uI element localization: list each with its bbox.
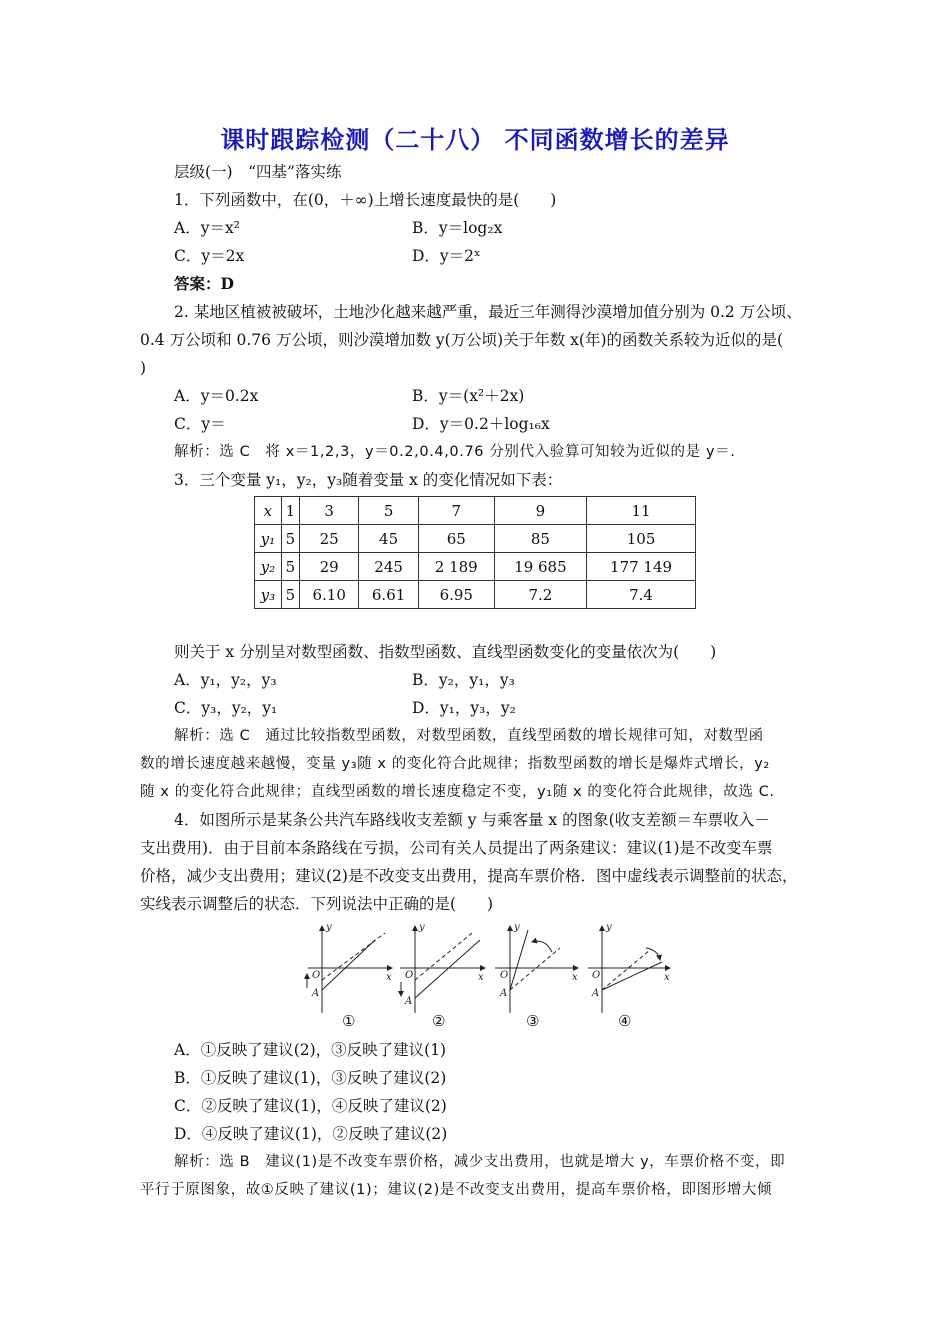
graph-1-a-label: A (312, 988, 320, 999)
q4-stem-line2: 支出费用)．由于目前本条路线在亏损，公司有关人员提出了两条建议：建议(1)是不改变车票 (140, 839, 773, 857)
q2-stem-line2: 0.4 万公顷和 0.76 万公顷，则沙漠增加数 y(万公顷)关于年数 x(年)的函数关系较为近似的是( (140, 331, 784, 349)
table-cell: 65 (418, 525, 494, 553)
page-title: 课时跟踪检测（二十八） 不同函数增长的差异 (220, 126, 730, 154)
table-cell: 2 189 (418, 553, 494, 581)
table-cell: 177 149 (587, 553, 696, 581)
q4-solution-line1: 解析：选 B 建议(1)是不改变车票价格，减少支出费用，也就是增大 y，车票价格不变，即 (174, 1154, 786, 1170)
table-cell: 5 (281, 525, 299, 553)
q3-solution-line1: 解析：选 C 通过比较指数型函数，对数型函数，直线型函数的增长规律可知，对数型函 (174, 728, 764, 744)
graph-1-origin-label: O (312, 970, 321, 981)
graph-4-x-label: x (664, 972, 670, 983)
table-cell: 1 (281, 497, 299, 525)
graph-2-x-label: x (478, 972, 484, 983)
table-cell: 5 (359, 497, 418, 525)
q3-stem: 3．三个变量 y₁，y₂，y₃随着变量 x 的变化情况如下表： (174, 471, 563, 489)
q3-question: 则关于 x 分别呈对数型函数、指数型函数、直线型函数变化的变量依次为( ) (174, 643, 717, 661)
table-cell: x (255, 497, 282, 525)
q2-option-a: A．y＝0.2x (174, 387, 259, 405)
q1-option-d: D．y＝2ˣ (412, 247, 481, 265)
section-heading: 层级(一) “四基”落实练 (174, 163, 342, 181)
table-cell: y₃ (255, 581, 282, 609)
table-header-row (255, 497, 696, 525)
graph-4-origin-label: O (592, 970, 601, 981)
table-cell: 7.4 (587, 581, 696, 609)
table-cell: 245 (359, 553, 418, 581)
q2-option-c: C．y＝ (174, 415, 226, 433)
q2-option-b: B．y＝(x²＋2x) (412, 387, 525, 405)
table-cell: 25 (299, 525, 358, 553)
q2-stem-line3: ) (140, 359, 147, 377)
q1-stem: 1．下列函数中，在(0，＋∞)上增长速度最快的是( ) (174, 191, 557, 209)
table-cell: 6.95 (418, 581, 494, 609)
q3-solution-line3: 随 x 的变化符合此规律；直线型函数的增长速度稳定不变，y₁随 x 的变化符合此规律，故选 C. (140, 784, 775, 800)
graph-4-y-label: y (606, 922, 612, 933)
table-cell: 5 (281, 581, 299, 609)
q3-option-c: C．y₃，y₂，y₁ (174, 699, 278, 717)
table-cell: 11 (587, 497, 696, 525)
graph-2-a-label: A (405, 996, 413, 1007)
q2-option-d: D．y＝0.2＋log₁₆x (412, 415, 550, 433)
graph-3-y-label: y (514, 922, 520, 933)
table-cell: 45 (359, 525, 418, 553)
graph-4 (588, 926, 670, 1013)
graph-3-x-label: x (572, 972, 578, 983)
graph-label-3: ③ (526, 1012, 540, 1030)
graph-1-y-label: y (326, 922, 332, 933)
table-cell: 85 (494, 525, 586, 553)
graph-label-4: ④ (618, 1012, 632, 1030)
q2-solution: 解析：选 C 将 x＝1,2,3，y＝0.2,0.4,0.76 分别代入验算可知较为近似的是 y＝. (174, 444, 736, 460)
table-cell: 7.2 (494, 581, 586, 609)
graph-1-x-label: x (386, 972, 392, 983)
q4-solution-line2: 平行于原图象，故①反映了建议(1)；建议(2)是不改变支出费用，提高车票价格，即图形增大倾 (140, 1182, 773, 1198)
q1-option-c: C．y＝2x (174, 247, 245, 265)
q4-option-d: D．④反映了建议(1)，②反映了建议(2) (174, 1125, 448, 1143)
q3-solution-line2: 数的增长速度越来越慢，变量 y₃随 x 的变化符合此规律；指数型函数的增长是爆炸式增长，y₂ (140, 756, 770, 772)
table-cell: 6.10 (299, 581, 358, 609)
q4-stem-line4: 实线表示调整后的状态．下列说法中正确的是( ) (140, 895, 494, 913)
q4-stem-line1: 4．如图所示是某条公共汽车路线收支差额 y 与乘客量 x 的图象(收支差额＝车票收入－ (174, 811, 770, 829)
table-cell: 3 (299, 497, 358, 525)
q3-option-b: B．y₂，y₁，y₃ (412, 671, 515, 689)
table-cell: y₂ (255, 553, 282, 581)
table-cell: 29 (299, 553, 358, 581)
q4-option-c: C．②反映了建议(1)，④反映了建议(2) (174, 1097, 447, 1115)
table-cell: 9 (494, 497, 586, 525)
table-row (255, 581, 696, 609)
table-row (255, 553, 696, 581)
table-cell: 7 (418, 497, 494, 525)
q1-option-b: B．y＝log₂x (412, 219, 503, 237)
graph-2-y-label: y (419, 922, 425, 933)
q3-option-a: A．y₁，y₂，y₃ (174, 671, 277, 689)
graph-3-a-label: A (500, 988, 508, 999)
graph-3-origin-label: O (500, 970, 509, 981)
graph-2-origin-label: O (405, 970, 414, 981)
q4-option-b: B．①反映了建议(1)，③反映了建议(2) (174, 1069, 447, 1087)
graph-label-1: ① (342, 1012, 356, 1030)
q4-stem-line3: 价格，减少支出费用；建议(2)是不改变支出费用，提高车票价格．图中虚线表示调整前的状态， (140, 867, 798, 885)
table-cell: y₁ (255, 525, 282, 553)
table-row (255, 525, 696, 553)
table-cell: 105 (587, 525, 696, 553)
q4-option-a: A．①反映了建议(2)，③反映了建议(1) (174, 1041, 447, 1059)
q2-stem-line1: 2. 某地区植被被破坏，土地沙化越来越严重，最近三年测得沙漠增加值分别为 0.2 万公顷、 (174, 303, 802, 321)
q3-data-table (254, 496, 696, 609)
q3-option-d: D．y₁，y₃，y₂ (412, 699, 516, 717)
table-cell: 19 685 (494, 553, 586, 581)
table-cell: 5 (281, 553, 299, 581)
q1-option-a: A．y＝x² (174, 219, 240, 237)
graph-4-a-label: A (592, 988, 600, 999)
graph-label-2: ② (432, 1012, 446, 1030)
q1-answer: 答案：D (174, 274, 234, 293)
table-cell: 6.61 (359, 581, 418, 609)
